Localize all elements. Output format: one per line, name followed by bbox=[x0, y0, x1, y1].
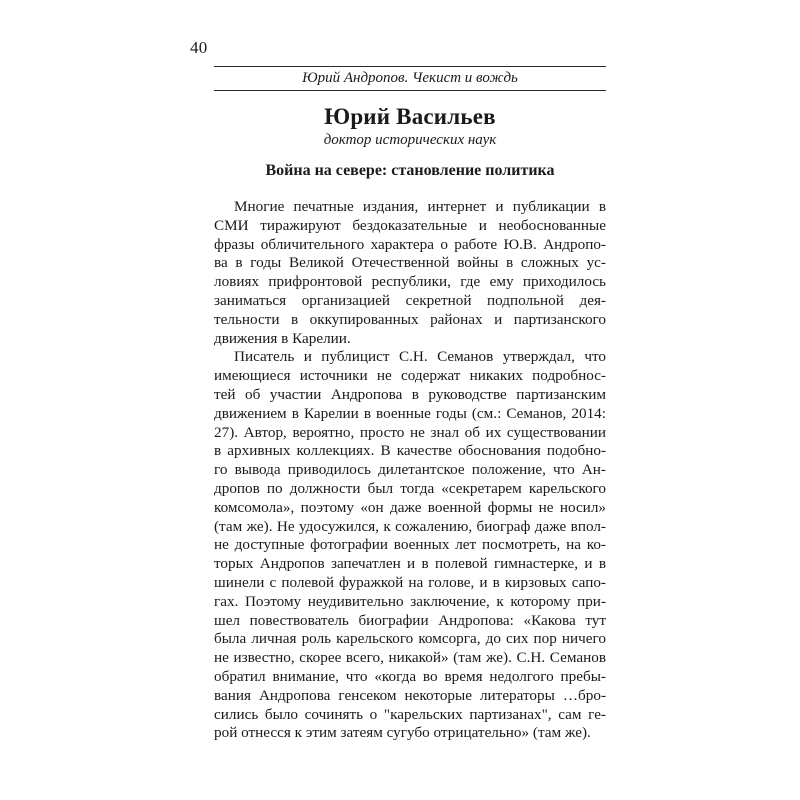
text-line: движением в Карелии в военные годы (см.: Семанов, 2014: bbox=[214, 404, 606, 422]
text-line: Многие печатные издания, интернет и публикации в bbox=[234, 198, 606, 215]
page-number: 40 bbox=[190, 38, 208, 57]
text-line: сились было сочинять о "карельских партизанах", сам ге- bbox=[214, 705, 606, 723]
author-name: Юрий Васильев bbox=[324, 104, 496, 129]
text-line: ва в годы Великой Отечественной войны в сложных ус- bbox=[214, 254, 606, 272]
paragraph bbox=[214, 198, 606, 348]
text-line: Писатель и публицист С.Н. Семанов утверждал, что bbox=[234, 348, 606, 366]
text-line: ловиях прифронтовой республики, где ему приходилось bbox=[214, 273, 606, 291]
text-line: СМИ тиражируют бездоказательные и необоснованные bbox=[214, 216, 606, 234]
text-line: комсомола», поэтому «он даже военной формы не носил» bbox=[214, 498, 606, 516]
text-line: тельности в оккупированных районах и партизанского bbox=[214, 310, 606, 328]
text-line: гах. Поэтому неудивительно заключение, к которому при- bbox=[214, 592, 606, 610]
text-line: имеющиеся источники не содержат никаких подробнос- bbox=[214, 367, 606, 385]
text-line: (там же). Не удосужился, к сожалению, биограф даже впол- bbox=[214, 517, 606, 535]
article-body bbox=[214, 198, 606, 743]
running-header: Юрий Андропов. Чекист и вождь bbox=[214, 66, 606, 91]
text-line: вания Андропова генсеком некоторые литераторы …бро- bbox=[214, 686, 606, 704]
text-line: шинели с полевой фуражкой на голове, и в кирзовых сапо- bbox=[214, 573, 606, 591]
paragraph bbox=[214, 348, 606, 743]
article-title: Война на севере: становление политика bbox=[265, 162, 555, 179]
text-line: обратил внимание, что «когда во время недолгого пребы- bbox=[214, 667, 606, 685]
text-line: была личная роль карельского комсорга, до сих пор ничего bbox=[214, 630, 606, 648]
text-line: не известно, скорее всего, никакой» (там же). С.Н. Семанов bbox=[214, 649, 606, 667]
text-line: фразы обличительного характера о работе Ю.В. Андропо- bbox=[214, 235, 606, 253]
text-line: заниматься организацией секретной подпольной дея- bbox=[214, 291, 606, 309]
text-line: движения в Карелии. bbox=[214, 329, 351, 347]
text-line: рой отнесся к этим затеям сугубо отрицательно» (там же). bbox=[214, 724, 591, 742]
author-affiliation: доктор исторических наук bbox=[323, 132, 497, 148]
text-line: тей об участии Андропова в руководстве партизанским bbox=[214, 385, 606, 403]
text-line: дропов по должности был тогда «секретарем карельского bbox=[214, 479, 606, 497]
text-line: в архивных коллекциях. В качестве обоснования подобно- bbox=[214, 442, 606, 460]
text-line: не доступные фотографии военных лет посмотреть, на ко- bbox=[214, 536, 606, 554]
text-line: го вывода приводилось дилетантское положение, что Ан- bbox=[214, 461, 606, 479]
text-line: торых Андропов запечатлен и в полевой гимнастерке, и в bbox=[214, 555, 606, 573]
text-line: 27). Автор, вероятно, просто не знал об их существовании bbox=[214, 423, 606, 441]
text-line: шел повествователь биографии Андропова: «Какова тут bbox=[214, 611, 606, 629]
